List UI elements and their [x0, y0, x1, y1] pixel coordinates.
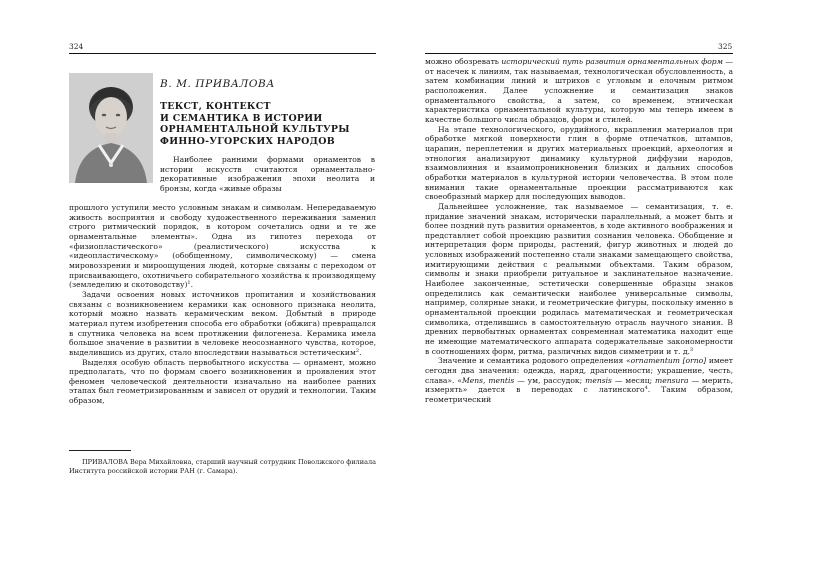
author-photo [69, 73, 153, 183]
right-page [410, 0, 820, 580]
intro-text [160, 155, 375, 194]
left-body-text [69, 203, 376, 406]
page-number: 325 [718, 42, 733, 51]
paragraph: прошлого уступили место условным знакам и символам. Непередаваемую живость восприятия и свободу художественного переживания заменил строго ритмический порядок, в котором сочетались одни и те же орнаментальные элементы». Одна из гипотез перехода от «физиопластического» (реалистического) искусства к «идеопластическому» (обобщенному, символическому) — смена мировоззрения и мироощущения людей, которые связаны с переходом от присваивающего, охотничьего собирательного хозяйства к производящему (земледелию и скотоводству)$^1$. [69, 203, 376, 290]
footnote-rule [69, 450, 131, 451]
article-title [160, 101, 375, 147]
header-rule [425, 53, 733, 54]
paragraph: Задачи освоения новых источников пропитания и хозяйствования связаны с возникновением керамики как основного признака неолита, который можно назвать керамическим веком. Добытый в природе материал путем изобретения способа его обработки (обжига) превращался в спутника человека на всем протяжении филогенеза. Керамика имела большое значение в развитии в человеке неосознанного чувства, которое, выделившись из других, стало впоследствии называться эстетическим$^2$. [69, 289, 376, 357]
intro-paragraph: Наиболее ранними формами орнаментов в истории искусств считаются орнаментально-декоративные изображения эпохи неолита и бронзы, когда «живые образы [160, 155, 375, 193]
paragraph: На этапе технологического, орудийного, вкрапления материалов при обработке мягкой поверхности глин в форме отпечатков, штампов, царапин, переплетения и других материальных проекций, археология и этнология анализируют динамику культурной диффузии народов, взаимовлияния и взаимопроникновения близких и дальних способов обработки материалов в культурной истории человечества. В этом поле внимания такие орнаментальные проекции рассматриваются как своеобразный маркер для последующих выводов. [425, 124, 733, 202]
title-line: И СЕМАНТИКА В ИСТОРИИ [160, 112, 323, 124]
paragraph: Значение и семантика родового определения «ornamentum [orno] имеет сегодня два значения: одежда, наряд, драгоценности; украшение, честь, слава». «Mens, mentis — ум, рассудок; mensis — месяц; mensura — мерить, измерять» дается в переводах с латинского$^4$. Таким образом, геометрический [425, 356, 733, 404]
header-rule [69, 53, 376, 54]
paragraph: Дальнейшее усложнение, так называемое — семантизация, т. е. придание значений знакам, исторически параллельный, а может быть и более поздний путь развития орнаментов, в ходе активного воображения и представляет собой проекцию развития сознания человека. Обобщение и интерпретация форм природы, растений, фигур животных и людей до условных изображений постепенно стали знаками замещающего свойства, имитирующими действия с реальными объектами. Таким образом, символы и знаки приобрели ритуальное и заклинательное назначение. Наиболее законченные, эстетически совершенные образцы знаков определились как семантически наиболее универсальные символы, например, солярные знаки, и геометрические фигуры, поскольку именно в орнаментальной проекции родилась математическая и геометрическая символика, отделившись в самостоятельную отрасль научного знания. В древних первобытных орнаментах современная математика находит еще не имеющие математического аппарата содержательные закономерности в соотношениях форм, ритма, различных видов симметрии и т. д.$^3$ [425, 201, 733, 356]
title-line: ФИННО-УГОРСКИХ НАРОДОВ [160, 135, 335, 147]
footnote-ref: 2 [355, 347, 360, 354]
paragraph: можно обозревать исторический путь развития орнаментальных форм — от насечек к линиям, так называемая, технологическая обусловленность, а затем комбинации линий и штрихов с угловым и елочным ритмом расположения. Далее усложнение и семантизация знаков орнаментального свойства, а затем, со временем, этническая характеристика орнаментальной культуры, которую мы теперь имеем в качестве большого числа образцов, форм и стилей. [425, 57, 734, 124]
footnote: ПРИВАЛОВА Вера Михайловна, старший научный сотрудник Поволжского филиала Института российской истории РАН (г. Самара). [69, 458, 376, 475]
title-line: ОРНАМЕНТАЛЬНОЙ КУЛЬТУРЫ [160, 124, 350, 135]
footnote-ref: 1 [187, 280, 191, 287]
portrait-image [69, 73, 153, 183]
page-number: 324 [69, 42, 84, 51]
right-body-text [425, 57, 733, 405]
paragraph: Выделяя особую область первобытного искусства — орнамент, можно предполагать, что по формам своего возникновения и проявления этот феномен человеческой деятельности изначально на наиболее ранних этапах был геометризированным и зависел от орудий и технологии. Таким образом, [69, 357, 376, 406]
author-name: В. М. ПРИВАЛОВА [160, 78, 275, 90]
title-line: ТЕКСТ, КОНТЕКСТ [160, 101, 271, 112]
footnote-ref: 4 [644, 385, 648, 392]
footnote-ref: 3 [689, 346, 694, 353]
